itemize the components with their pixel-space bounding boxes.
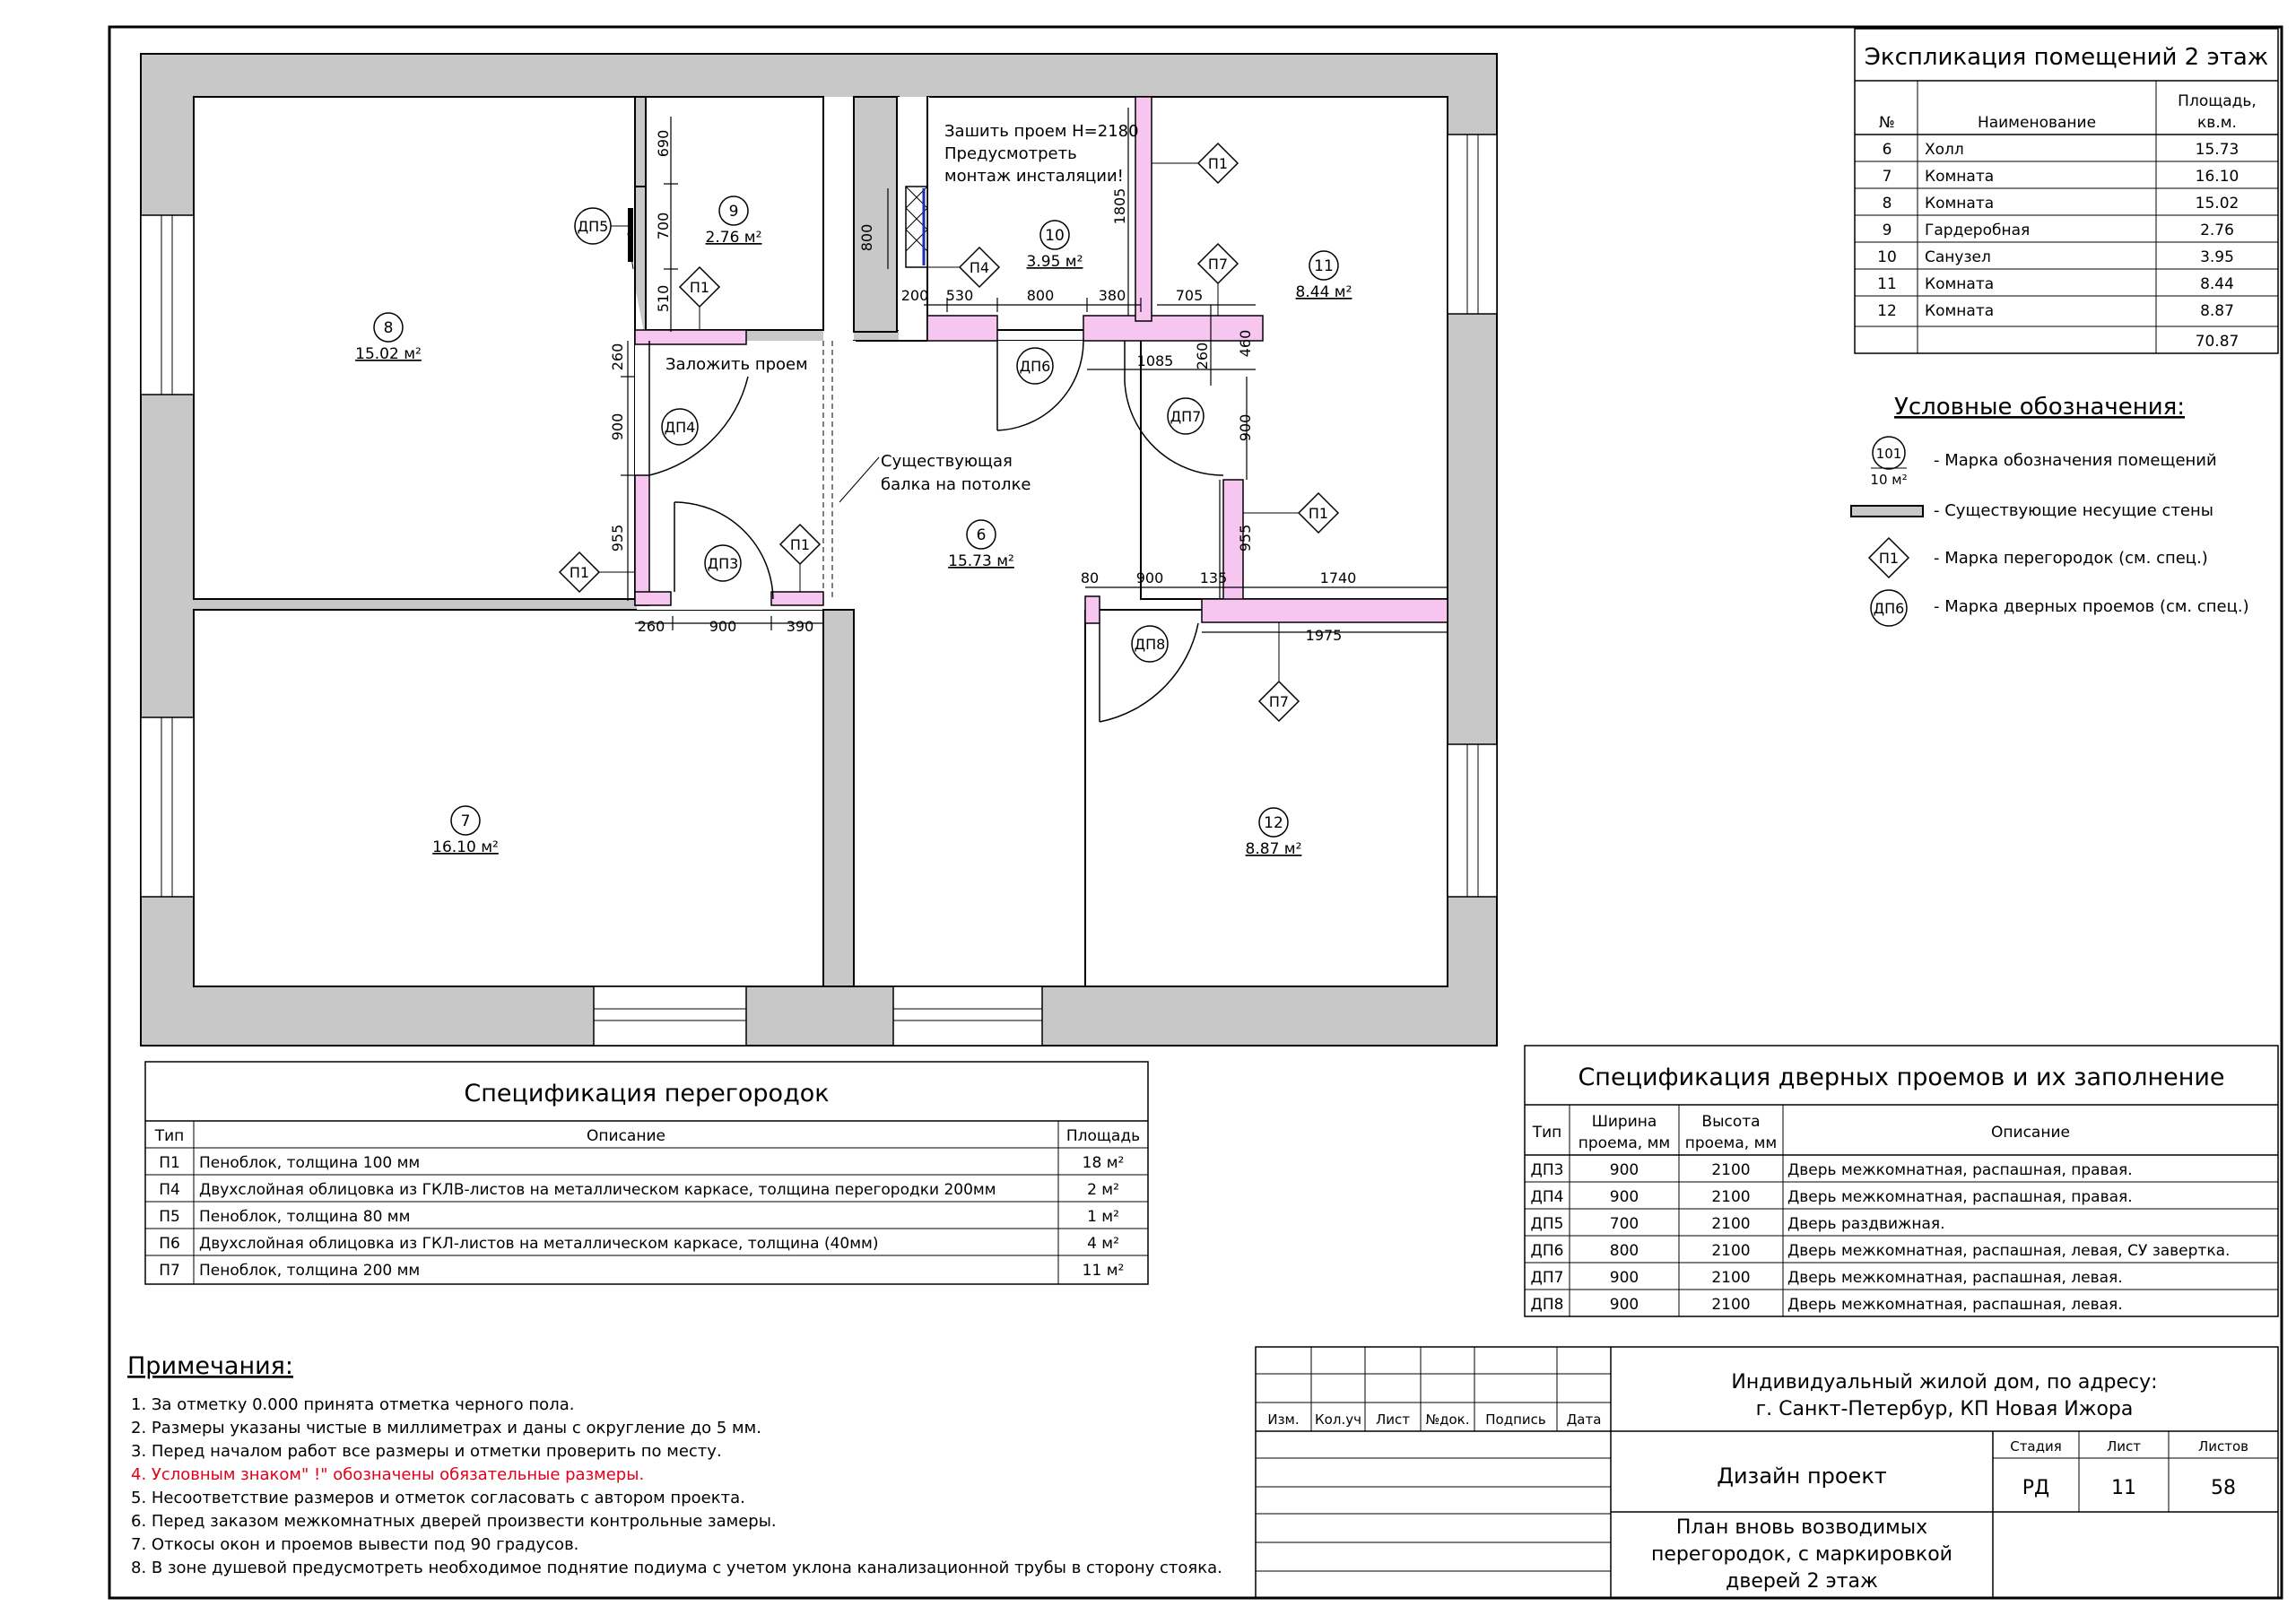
room-10-area-label: 3.95 м²: [1026, 253, 1083, 271]
note-5: 5. Несоответствие размеров и отметок согласовать с автором проекта.: [131, 1489, 745, 1507]
note-7: 7. Откосы окон и проемов вывести под 90 градусов.: [131, 1535, 579, 1554]
drawing-text: 955: [609, 524, 626, 552]
drawing-text: №док.: [1425, 1411, 1470, 1428]
drawing-text: 1975: [1305, 627, 1343, 644]
drawing-text: 530: [945, 287, 974, 304]
room-7-area: [194, 610, 823, 986]
drawing-text: 900: [1609, 1296, 1639, 1314]
drawing-text: Санузел: [1925, 248, 1991, 266]
drawing-text: Лист: [2106, 1438, 2142, 1455]
drawing-text: Кол.уч: [1315, 1411, 1361, 1428]
room-11-area-label: 8.44 м²: [1295, 283, 1352, 301]
drawing-text: 15.73: [2195, 141, 2239, 159]
drawing-text: Изм.: [1267, 1411, 1300, 1428]
address-line1: Индивидуальный жилой дом, по адресу:: [1731, 1371, 2158, 1394]
drawing-text: П5: [159, 1208, 180, 1226]
notes-title: Примечания:: [127, 1352, 294, 1380]
drawing-text: 12: [1877, 302, 1897, 320]
sew-note-line2: Предусмотреть: [944, 144, 1077, 163]
drawing-text: ДП7: [1530, 1269, 1564, 1287]
drawing-text: 1085: [1136, 352, 1174, 369]
drawing-text: 2100: [1711, 1269, 1751, 1287]
drawing-text: П7: [1207, 256, 1229, 273]
room-12-area-label: 8.87 м²: [1245, 840, 1302, 858]
room-12-number: 12: [1264, 814, 1283, 832]
room-7-number: 7: [460, 812, 471, 830]
sheet-value: 11: [2111, 1477, 2136, 1499]
drawing-text: Тип: [154, 1127, 185, 1145]
legend-door-text: - Марка дверных проемов (см. спец.): [1934, 597, 2249, 616]
drawing-text: 380: [1098, 287, 1126, 304]
explication-header-num: №: [1879, 114, 1895, 132]
drawing-text: 390: [786, 618, 814, 635]
door-mark-dp7: ДП7: [1170, 408, 1202, 425]
drawing-text: П4: [159, 1181, 180, 1199]
legend-partition-mark: П1: [1878, 550, 1900, 567]
drawing-text: 955: [1237, 524, 1254, 552]
drawing-text: 260: [637, 618, 665, 635]
drawing-text: 11 м²: [1082, 1262, 1125, 1280]
drawing-text: Пеноблок, толщина 200 мм: [199, 1262, 421, 1280]
drawing-title-line1: План вновь возводимых: [1675, 1516, 1928, 1539]
drawing-text: 900: [709, 618, 737, 635]
drawing-text: П4: [969, 259, 990, 276]
drawing-text: 2.76: [2200, 221, 2234, 239]
drawing-text: Ширина: [1591, 1113, 1657, 1131]
door-mark-dp3: ДП3: [707, 555, 739, 572]
drawing-text: Двухслойная облицовка из ГКЛ-листов на металлическом каркасе, толщина (40мм): [199, 1235, 879, 1253]
explication-header-area1: Площадь,: [2178, 92, 2257, 110]
drawing-text: П1: [569, 564, 590, 581]
drawing-text: П1: [159, 1154, 180, 1172]
door-mark-dp4: ДП4: [664, 419, 696, 436]
door-mark-dp8: ДП8: [1134, 636, 1166, 653]
drawing-text: 900: [1609, 1161, 1639, 1179]
floor-plan: [141, 54, 1497, 1046]
legend-walls-text: - Существующие несущие стены: [1934, 501, 2213, 520]
drawing-text: 900: [1609, 1188, 1639, 1206]
drawing-text: ДП8: [1530, 1296, 1564, 1314]
drawing-text: Комната: [1925, 275, 1995, 293]
room-6-number: 6: [976, 526, 987, 544]
beam-note-line2: балка на потолке: [881, 475, 1031, 494]
drawing-text: проема, мм: [1684, 1134, 1778, 1152]
project-name: Дизайн проект: [1717, 1463, 1887, 1489]
drawing-text: П7: [159, 1262, 180, 1280]
drawing-text: Стадия: [2010, 1438, 2062, 1455]
drawing-text: 1 м²: [1087, 1208, 1119, 1226]
sew-note-line3: монтаж инсталяции!: [944, 167, 1124, 186]
explication-header-area2: кв.м.: [2197, 114, 2237, 132]
drawing-text: 9: [1882, 221, 1892, 239]
note-6: 6. Перед заказом межкомнатных дверей произвести контрольные замеры.: [131, 1512, 777, 1531]
room-9-area-label: 2.76 м²: [705, 229, 762, 247]
beam-note-line1: Существующая: [881, 452, 1013, 471]
drawing-text: Описание: [1991, 1124, 2070, 1142]
drawing-text: Холл: [1925, 141, 1964, 159]
drawing-text: Пеноблок, толщина 100 мм: [199, 1154, 421, 1172]
doors-spec-rows: [1531, 1161, 2231, 1314]
title-block: [1256, 1347, 2278, 1598]
drawing-text: 800: [858, 223, 875, 252]
room-11-number: 11: [1314, 257, 1334, 275]
drawing-text: П1: [1207, 155, 1229, 172]
drawing-text: 6: [1882, 141, 1892, 159]
address-line2: г. Санкт-Петербур, КП Новая Ижора: [1755, 1398, 2134, 1420]
note-2: 2. Размеры указаны чистые в миллиметрах и даны с округление до 5 мм.: [131, 1419, 761, 1437]
doors-spec-table: [1525, 1046, 2278, 1316]
drawing-text: Дверь межкомнатная, распашная, левая.: [1787, 1269, 2123, 1287]
drawing-text: 900: [1609, 1269, 1639, 1287]
drawing-text: Площадь: [1065, 1127, 1141, 1145]
drawing-text: Комната: [1925, 302, 1995, 320]
room-12-area: [1085, 610, 1448, 986]
sew-note-line1: Зашить проем Н=2180: [944, 122, 1139, 141]
drawing-text: Подпись: [1485, 1411, 1546, 1428]
drawing-text: ДП5: [1530, 1215, 1564, 1233]
note-4: 4. Условным знаком" !" обозначены обязательные размеры.: [131, 1465, 645, 1484]
drawing-text: 900: [1135, 569, 1164, 586]
drawing-text: 2100: [1711, 1188, 1751, 1206]
drawing-text: 1805: [1111, 187, 1128, 225]
explication-table: [1855, 29, 2278, 353]
explication-total: 70.87: [2195, 333, 2239, 351]
drawing-text: 2100: [1711, 1215, 1751, 1233]
drawing-text: П1: [1308, 505, 1329, 522]
note-1: 1. За отметку 0.000 принята отметка черного пола.: [131, 1395, 575, 1414]
drawing-text: 1740: [1319, 569, 1357, 586]
partitions-spec-table: [145, 1062, 1148, 1284]
drawing-text: П6: [159, 1235, 180, 1253]
drawing-title-line3: дверей 2 этаж: [1726, 1570, 1878, 1593]
drawing-text: ДП3: [1530, 1161, 1564, 1179]
drawing-text: ДП6: [1530, 1242, 1564, 1260]
drawing-text: 900: [1237, 413, 1254, 442]
drawing-text: 800: [1609, 1242, 1639, 1260]
drawing-text: 705: [1175, 287, 1204, 304]
drawing-text: 2100: [1711, 1242, 1751, 1260]
drawing-text: Описание: [587, 1127, 665, 1145]
room-6-area-label: 15.73 м²: [948, 552, 1014, 570]
drawing-text: Дверь раздвижная.: [1787, 1215, 1945, 1233]
room-11-area: [1141, 97, 1448, 599]
drawing-text: ДП4: [1530, 1188, 1564, 1206]
drawing-text: Дверь межкомнатная, распашная, левая, СУ завертка.: [1787, 1242, 2231, 1260]
note-8: 8. В зоне душевой предусмотреть необходимое поднятие подиума с учетом уклона канализационной трубы в сторону стояка.: [131, 1559, 1222, 1577]
drawing-text: 11: [1877, 275, 1897, 293]
drawing-text: П1: [689, 279, 710, 296]
drawing-text: Дверь межкомнатная, распашная, правая.: [1787, 1161, 2133, 1179]
drawing-text: Дверь межкомнатная, распашная, левая.: [1787, 1296, 2123, 1314]
explication-rows: [1877, 141, 2239, 351]
drawing-text: 690: [655, 129, 672, 158]
door-mark-dp5: ДП5: [577, 218, 609, 235]
drawing-text: 80: [1080, 569, 1100, 586]
door-mark-dp6: ДП6: [1019, 358, 1051, 375]
drawing-text: 16.10: [2195, 168, 2239, 186]
legend-room-area: 10 м²: [1870, 472, 1908, 488]
drawing-text: 15.02: [2195, 195, 2239, 213]
drawing-text: Тип: [1532, 1124, 1562, 1142]
sheets-value: 58: [2211, 1477, 2236, 1499]
drawing-text: 8: [1882, 195, 1892, 213]
notes: [127, 1352, 1222, 1577]
room-9-number: 9: [728, 203, 739, 221]
drawing-text: 8.44: [2200, 275, 2234, 293]
drawing-text: проема, мм: [1578, 1134, 1671, 1152]
doors-spec-title: Спецификация дверных проемов и их заполнение: [1578, 1064, 2225, 1091]
explication-header-name: Наименование: [1977, 114, 2097, 132]
drawing-title-line2: перегородок, с маркировкой: [1651, 1543, 1952, 1566]
drawing-text: 2 м²: [1087, 1181, 1119, 1199]
drawing-text: П1: [789, 536, 811, 553]
room-10-number: 10: [1045, 227, 1065, 245]
drawing-text: 2100: [1711, 1161, 1751, 1179]
stage-value: РД: [2022, 1477, 2050, 1499]
drawing-text: 200: [900, 287, 929, 304]
drawing-text: Комната: [1925, 195, 1995, 213]
legend-partition-text: - Марка перегородок (см. спец.): [1934, 549, 2208, 568]
drawing-text: 460: [1237, 329, 1254, 358]
drawing-text: 900: [609, 413, 626, 441]
drawing-text: Листов: [2197, 1438, 2249, 1455]
partitions-spec-rows: [159, 1154, 1124, 1280]
drawing-text: Двухслойная облицовка из ГКЛВ-листов на металлическом каркасе, толщина перегородки 200мм: [199, 1181, 996, 1199]
drawing-text: 260: [1194, 342, 1211, 370]
drawing-text: Дата: [1566, 1411, 1602, 1428]
drawing-text: Высота: [1701, 1113, 1761, 1131]
drawing-text: 700: [655, 212, 672, 240]
drawing-text: Дверь межкомнатная, распашная, правая.: [1787, 1188, 2133, 1206]
drawing-text: 3.95: [2200, 248, 2234, 266]
drawing-text: 510: [655, 284, 672, 313]
legend: [1851, 394, 2249, 626]
drawing-text: Пеноблок, толщина 80 мм: [199, 1208, 411, 1226]
drawing-text: 2100: [1711, 1296, 1751, 1314]
drawing-text: 800: [1026, 287, 1055, 304]
drawing-text: 7: [1882, 168, 1892, 186]
drawing-text: 4 м²: [1087, 1235, 1119, 1253]
explication-title: Экспликация помещений 2 этаж: [1864, 44, 2269, 71]
drawing-text: П7: [1268, 693, 1290, 710]
legend-title: Условные обозначения:: [1894, 394, 2186, 421]
close-opening-note: Заложить проем: [665, 355, 808, 374]
drawing-text: 10: [1877, 248, 1897, 266]
drawing-text: Комната: [1925, 168, 1995, 186]
drawing-text: 260: [609, 343, 626, 371]
drawing-text: 135: [1199, 569, 1228, 586]
drawing-text: Лист: [1375, 1411, 1411, 1428]
partitions-spec-title: Спецификация перегородок: [464, 1080, 830, 1107]
room-8-number: 8: [383, 319, 394, 337]
drawing-text: 8.87: [2200, 302, 2234, 320]
legend-wall-swatch: [1851, 506, 1923, 517]
room-7-area-label: 16.10 м²: [432, 838, 499, 856]
note-3: 3. Перед началом работ все размеры и отметки проверить по месту.: [131, 1442, 722, 1461]
legend-room-num: 101: [1875, 446, 1902, 462]
legend-door-mark: ДП6: [1873, 600, 1905, 617]
drawing-text: Гардеробная: [1925, 221, 2031, 239]
drawing-text: 18 м²: [1082, 1154, 1125, 1172]
legend-room-text: - Марка обозначения помещений: [1934, 451, 2217, 470]
drawing-text: 700: [1609, 1215, 1639, 1233]
room-8-area-label: 15.02 м²: [355, 345, 422, 363]
